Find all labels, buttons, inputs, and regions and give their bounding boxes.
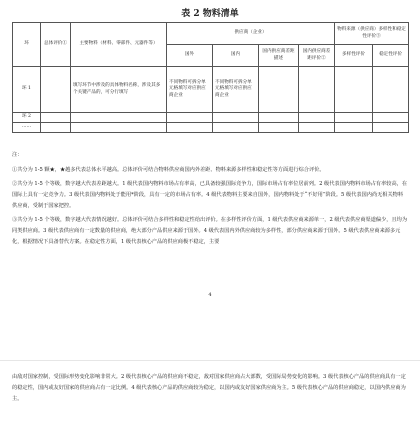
table-title: 表 2 物料清单 <box>181 9 239 19</box>
table-row <box>13 67 409 113</box>
header-domestic-gap-desc: 国内供应商差距描述 <box>259 45 299 67</box>
row-ring-label: …… <box>13 123 41 133</box>
header-ring: 环 <box>13 23 41 67</box>
header-foreign: 国外 <box>167 45 213 67</box>
table-row <box>13 113 409 123</box>
page-number: 4 <box>208 292 212 298</box>
header-stability-rating: 稳定性评价 <box>373 45 409 67</box>
header-diversity-rating: 多样性评价 <box>335 45 373 67</box>
header-domestic: 国内 <box>213 45 259 67</box>
row-ring-label: 环 2 <box>13 113 41 123</box>
note-2: ②共分为 1-5 个等级，数字越大代表差距越大。1 级代表国内物料市场占有率高，已具备较强国际竞争力，国际市场占有率位居前列。2 级代表国内物料市场占有率较高，在国际上具有一定竞争力。3 级代表国内物料处于能用*阶段，具有一定的市场占有率。4 级代表物料主要来自国外，国内物料处于“不好用”阶段。5 级代表国内尚无相关物料供应商，受制于国家把控。 <box>12 181 408 209</box>
continuation-paragraph: 由敌对国家控制，受国际形势变化影响非常大。2 级代表核心产品的供应商不稳定，敌对国家供应商占大部数，受国际局势变化的影响。3 级代表核心产品的供应商具有一定的稳定性，国内或友好国家的供应商占有一定比例。4 级代表核心产品的供应商较为稳定，以国内或友好国家供应商为主。5 级代表核心产品的供应商稳定，以国内供应商为主。 <box>12 374 406 402</box>
header-overall-rating: 总体评价① <box>41 23 71 67</box>
material-list-table <box>12 22 409 133</box>
row-main-materials: 填写环节中涉及的具体物料名称，涉及其多个关键产品的，可分行填写 <box>71 67 167 113</box>
note-1: ①共分为 1-5 颗★，★越多代表总体水平越高。总体评价可结合物料供应商国内外差距、物料来源多样性和稳定性等方面进行综合评价。 <box>12 167 325 173</box>
note-3: ③共分为 1-5 个等级，数字越大代表情况越好。总体评价可结合多样性和稳定性给出评价。在多样性评价方面，1 级代表供应商来源单一，2 级代表供应商渠道偏少，且均为同类供应商。3 级代表供应商有一定数量的供应商，绝大部分产品供应来源于国外。4 级代表国内外供应商较为多样性，部分供应商来源于国外。5 级代表供应商来源多元化，根据情况下具备替代方案。在稳定性方面，1 级代表核心产品的供应商极不稳定，主要 <box>12 217 408 245</box>
header-domestic-gap-rating: 国内供应商差距评价② <box>299 45 335 67</box>
header-main-materials: 主要物料（材料、零部件、元器件等） <box>71 23 167 67</box>
row-foreign-supplier: 不同物料可拆分单元格填写对应供应商企业 <box>167 67 213 113</box>
table-notes <box>12 150 408 251</box>
row-ring-label: 环 1 <box>13 67 41 113</box>
table-row <box>13 123 409 133</box>
header-material-source: 物料来源（供应商）多样性和稳定性评价③ <box>335 23 409 45</box>
page-divider <box>0 360 420 361</box>
next-page-text <box>12 372 408 405</box>
row-domestic-supplier: 不同物料可拆分单元格填写对应供应商企业 <box>213 67 259 113</box>
header-supplier: 供应商（企业） <box>167 23 335 45</box>
notes-label: 注： <box>12 152 23 158</box>
